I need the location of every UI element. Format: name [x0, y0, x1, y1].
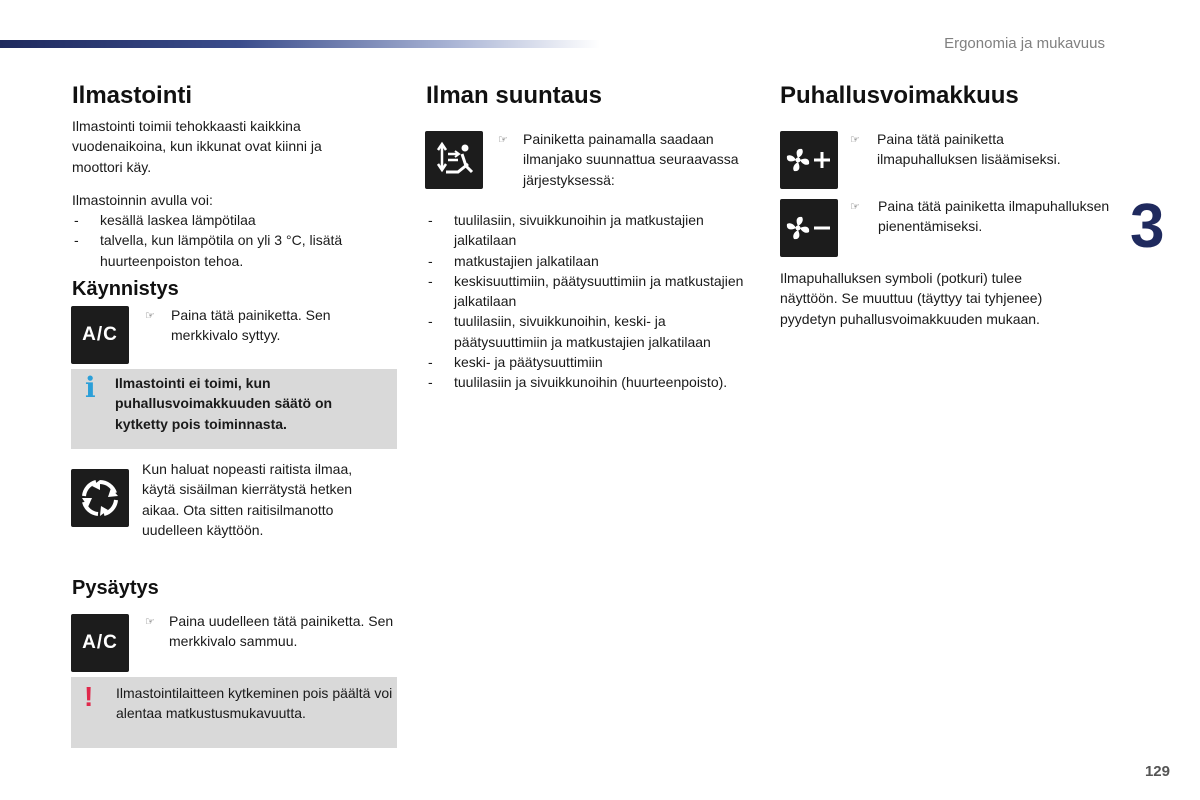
- stop-text: Paina uudelleen tätä painiketta. Sen merkkivalo sammuu.: [169, 613, 394, 650]
- list-item: - tuulilasiin, sivuikkunoihin ja matkustajien jalkatilaan: [426, 210, 746, 251]
- recirculation-icon: [78, 476, 122, 520]
- fan-symbol-text: Ilmapuhalluksen symboli (potkuri) tulee näyttöön. Se muuttuu (täyttyy tai tyhjenee) pyydetyn puhallusvoimakkuuden mukaan.: [780, 270, 1043, 327]
- direction-sequence-list: [426, 210, 746, 393]
- list-item: - keski- ja päätysuuttimiin: [426, 352, 746, 372]
- uses-list: [72, 210, 372, 271]
- intro-paragraph: Ilmastointi toimii tehokkaasti kaikkina vuodenaikoina, kun ikkunat ovat kiinni ja moottori käy.: [72, 118, 322, 175]
- fan-decrease-button-icon: [780, 199, 838, 257]
- fan-plus-icon: [784, 140, 834, 180]
- recirculation-button-icon: [71, 469, 129, 527]
- info-text: Ilmastointi ei toimi, kun puhallusvoimakkuuden säätö on kytketty pois toiminnasta.: [115, 375, 333, 432]
- header-gradient-bar: [0, 40, 600, 48]
- ac-label: A/C: [82, 324, 118, 345]
- section-puhallusvoimakkuus: [780, 80, 1120, 112]
- list-item: - kesällä laskea lämpötilaa: [72, 210, 372, 230]
- chapter-title: Ergonomia ja mukavuus: [944, 35, 1105, 52]
- section-ilmastointi: [72, 80, 402, 300]
- warning-icon: !: [84, 681, 94, 712]
- info-icon: i: [85, 371, 96, 404]
- page-number: 129: [1144, 763, 1170, 780]
- section-title: Puhallusvoimakkuus: [780, 82, 1019, 109]
- fan-decrease-text: Paina tätä painiketta ilmapuhalluksen pienentämiseksi.: [878, 198, 1110, 235]
- fan-increase-text: Paina tätä painiketta ilmapuhalluksen lisäämiseksi.: [877, 131, 1061, 168]
- list-item: - matkustajien jalkatilaan: [426, 251, 746, 271]
- pointer-icon: ☞: [498, 134, 508, 146]
- start-heading: Käynnistys: [72, 278, 179, 300]
- start-text: Paina tätä painiketta. Sen merkkivalo syttyy.: [171, 307, 331, 344]
- info-box: [71, 369, 397, 449]
- air-distribution-button-icon: [425, 131, 483, 189]
- fan-minus-icon: [784, 208, 834, 248]
- section-title: Ilmastointi: [72, 82, 193, 109]
- section-title: Ilman suuntaus: [426, 82, 603, 109]
- list-item: - keskisuuttimiin, päätysuuttimiin ja matkustajien jalkatilaan: [426, 271, 746, 312]
- list-item: - talvella, kun lämpötila on yli 3 °C, lisätä huurteenpoiston tehoa.: [72, 230, 372, 271]
- section-ilman-suuntaus: [426, 80, 756, 112]
- uses-lead: Ilmastoinnin avulla voi:: [72, 192, 213, 208]
- ac-button-icon: [71, 306, 129, 364]
- ac-off-button-icon: [71, 614, 129, 672]
- pointer-icon: ☞: [145, 616, 155, 628]
- pointer-icon: ☞: [145, 310, 155, 322]
- warning-text: Ilmastointilaitteen kytkeminen pois päältä voi alentaa matkustusmukavuutta.: [116, 685, 393, 722]
- list-item: - tuulilasiin, sivuikkunoihin, keski- ja päätysuuttimiin ja matkustajien jalkatilaan: [426, 311, 746, 352]
- direction-press-text: Painiketta painamalla saadaan ilmanjako suunnattua seuraavassa järjestyksessä:: [523, 131, 739, 188]
- ac-label: A/C: [82, 632, 118, 653]
- fan-increase-button-icon: [780, 131, 838, 189]
- air-distribution-icon: [432, 138, 476, 182]
- pointer-icon: ☞: [850, 134, 860, 146]
- recirculation-text: Kun haluat nopeasti raitista ilmaa, käytä sisäilman kierrätystä hetken aikaa. Ota sitten raitisilmanotto uudelleen käyttöön.: [142, 461, 353, 538]
- pointer-icon: ☞: [850, 201, 860, 213]
- list-item: - tuulilasiin ja sivuikkunoihin (huurteenpoisto).: [426, 372, 746, 392]
- warning-box: [71, 677, 397, 748]
- stop-heading: Pysäytys: [72, 577, 159, 599]
- chapter-number: 3: [1130, 192, 1165, 261]
